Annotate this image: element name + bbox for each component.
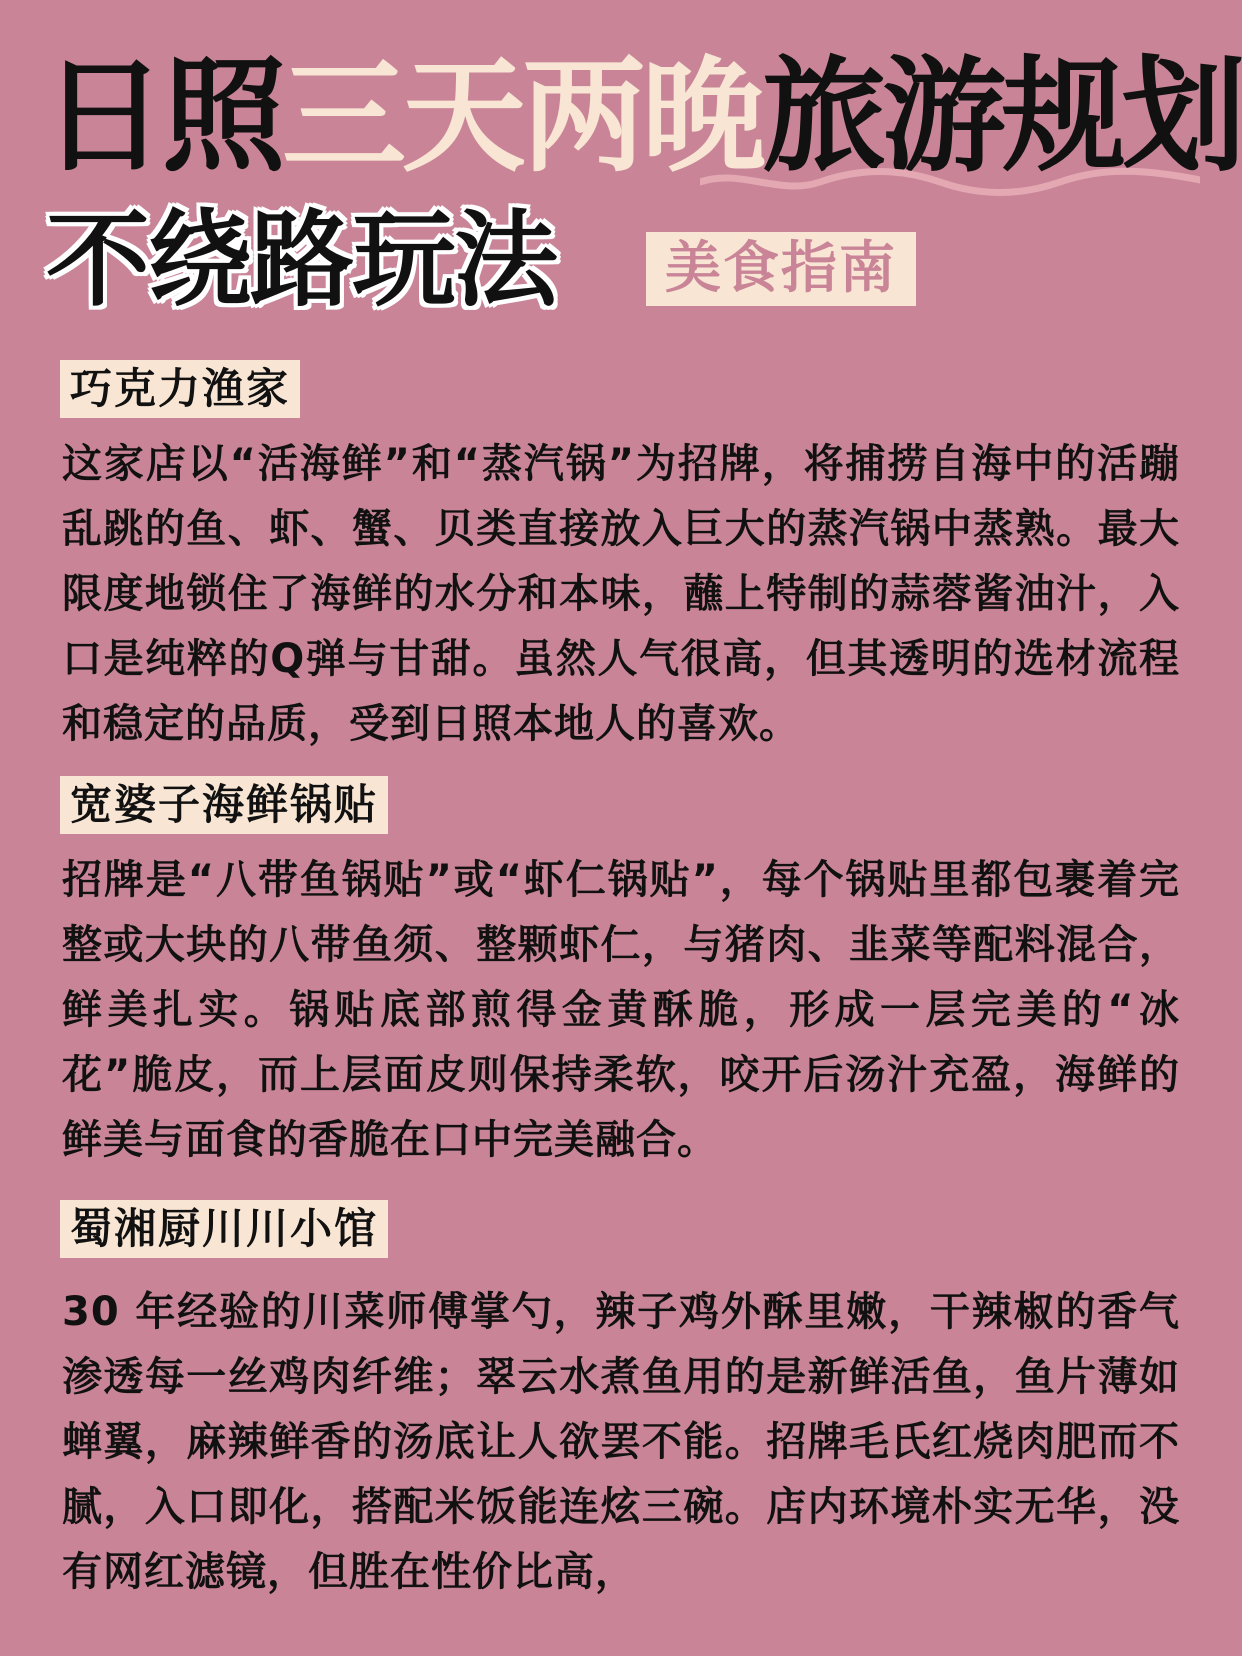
- subtitle: 不绕路玩法: [46, 199, 557, 321]
- section-title-restaurant-3: 蜀湘厨川川小馆: [60, 1200, 388, 1258]
- section-body-restaurant-2: 招牌是“八带鱼锅贴”或“虾仁锅贴”，每个锅贴里都包裹着完整或大块的八带鱼须、整颗虾仁，与猪肉、韭菜等配料混合，鲜美扎实。锅贴底部煎得金黄酥脆，形成一层完美的“冰花”脆皮，而上层面皮则保持柔软，咬开后汤汁充盈，海鲜的鲜美与面食的香脆在口中完美融合。: [62, 857, 1180, 1163]
- section-title-restaurant-2: 宽婆子海鲜锅贴: [60, 776, 388, 834]
- main-title-part2: 三天两晚: [282, 45, 763, 189]
- decorative-squiggle-icon: [700, 160, 1200, 200]
- main-title-part3: 旅游规划: [762, 45, 1242, 189]
- main-title-part1: 日照: [42, 45, 283, 189]
- header: [0, 0, 1242, 330]
- section-body-restaurant-3: 30 年经验的川菜师傅掌勺，辣子鸡外酥里嫩，干辣椒的香气渗透每一丝鸡肉纤维；翠云水煮鱼用的是新鲜活鱼，鱼片薄如蝉翼，麻辣鲜香的汤底让人欲罢不能。招牌毛氏红烧肉肥而不腻，入口即化，搭配米饭能连炫三碗。店内环境朴实无华，没有网红滤镜，但胜在性价比高，: [62, 1289, 1180, 1595]
- section-body-restaurant-1: 这家店以“活海鲜”和“蒸汽锅”为招牌，将捕捞自海中的活蹦乱跳的鱼、虾、蟹、贝类直接放入巨大的蒸汽锅中蒸熟。最大限度地锁住了海鲜的水分和本味，蘸上特制的蒜蓉酱油汁，入口是纯粹的Q弹与甘甜。虽然人气很高，但其透明的选材流程和稳定的品质，受到日照本地人的喜欢。: [62, 441, 1180, 747]
- section-title-restaurant-1: 巧克力渔家: [60, 360, 300, 418]
- food-guide-tag: 美食指南: [646, 232, 916, 306]
